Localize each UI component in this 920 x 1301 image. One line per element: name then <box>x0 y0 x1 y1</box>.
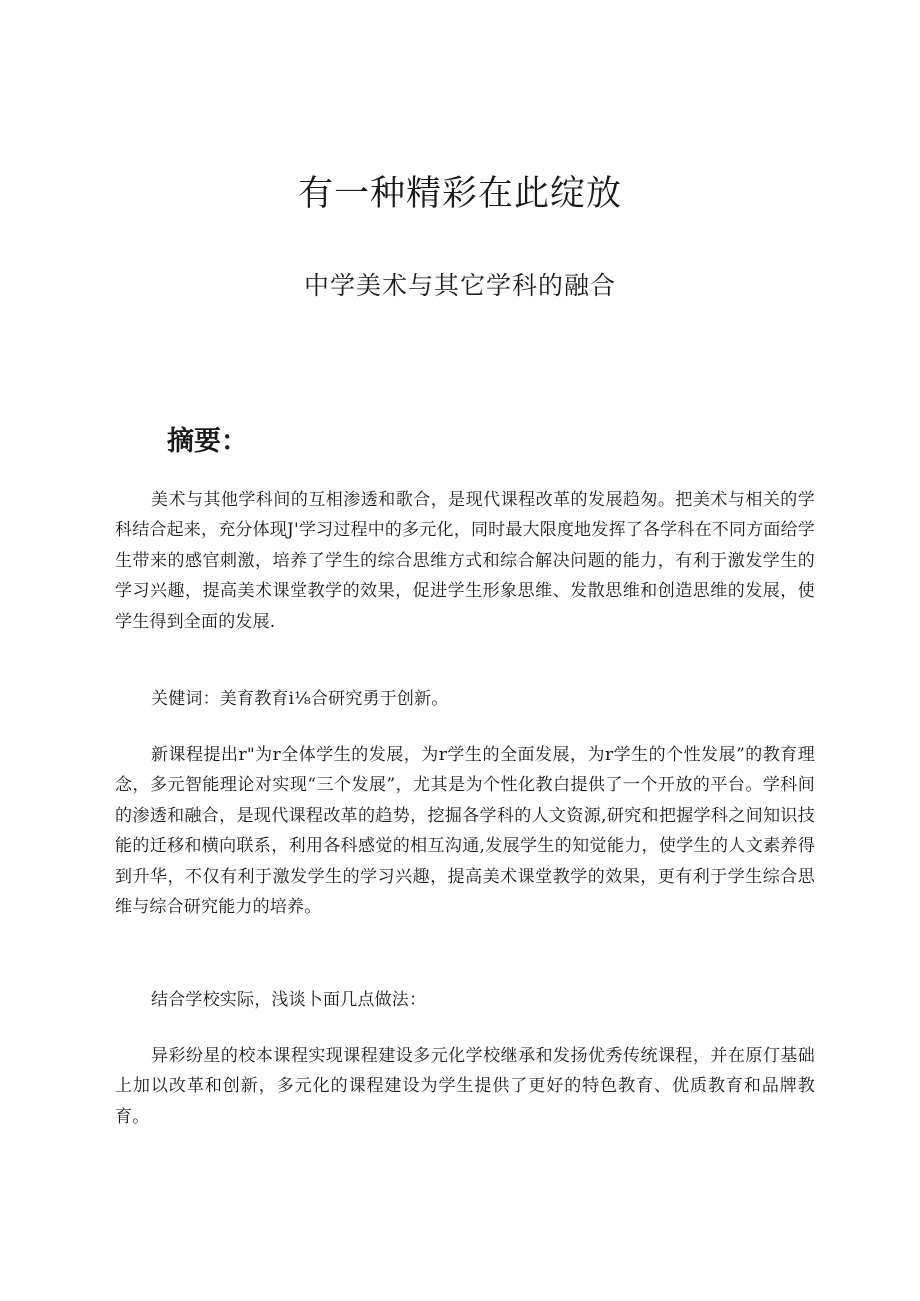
abstract-heading: 摘要： <box>167 426 248 457</box>
body-paragraph-practices: 结合学校实际，浅谈卜面几点做法： <box>151 990 427 1010</box>
document-title: 有一种精彩在此绽放 <box>297 174 622 214</box>
keywords-line: 关健词：美育教育i⅛合研究勇于创新。 <box>151 689 449 709</box>
abstract-paragraph: 美术与其他学科间的互相渗透和歌合，是现代课程改革的发展趋匆。把美术与相关的学科结合起来，充分体现J'学习过程中的多元化，同时最大限度地发挥了各学科在不同方面给学生带来的感官刺激，培养了学生的综合思维方式和综合解决问题的能力，有利于激发学生的学习兴趣，提高美术课堂教学的效果，促进学生形象思维、发散思维和创造思维的发展，使学生得到全面的发展. <box>115 490 815 632</box>
document-subtitle: 中学美术与其它学科的融合 <box>303 271 616 300</box>
body-paragraph-curriculum: 异彩纷星的校本课程实现课程建设多元化学校继承和发扬优秀传统课程，并在原仃基础上加以改革和创新，多元化的课程建设为学生提供了更好的特色教育、优质教育和品牌教育。 <box>115 1046 815 1127</box>
body-paragraph-intro: 新课程提出r"为r全体学生的发展，为r学生的全面发展，为r学生的个性发展”的教育理念，多元智能理论对实现“三个发展”，尤其是为个性化教白提供了一个开放的平台。学科间的渗透和融合，是现代课程改革的趋势，挖掘各学科的人文资源,研究和把握学科之间知识技能的迁移和横向联系，利用各科感觉的相互沟通,发展学生的知觉能力，使学生的人文素养得到升华，不仅有利于激发学生的学习兴趣，提高美术课堂教学的效果，更有利于学生综合思维与综合研究能力的培养。 <box>115 745 815 918</box>
